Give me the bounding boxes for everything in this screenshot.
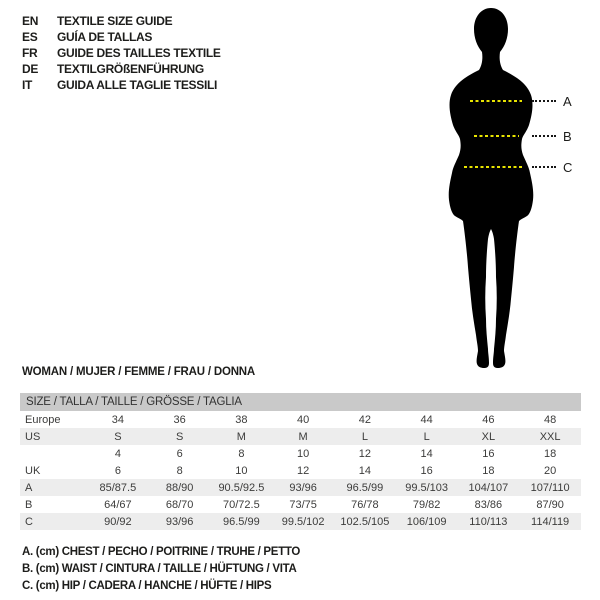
row-label [20, 445, 87, 462]
note-chest: A. (cm) CHEST / PECHO / POITRINE / TRUHE / PETTO [22, 546, 301, 558]
cell: 16 [420, 464, 433, 477]
cell: 34 [111, 413, 124, 426]
hip-leader-line [532, 166, 556, 168]
measurement-figure [417, 5, 600, 371]
table-header: SIZE / TALLA / TAILLE / GRÖSSE / TAGLIA [20, 393, 581, 411]
cell: 114/119 [519, 513, 581, 530]
lang-code: EN [22, 14, 39, 28]
cell: 64/67 [104, 498, 132, 511]
hip-measure-line [464, 166, 523, 168]
cell: S [149, 428, 211, 445]
cell: 68/70 [165, 498, 194, 511]
row-label: B [25, 498, 33, 511]
table-row-uk [20, 462, 581, 479]
cell: 88/90 [149, 479, 211, 496]
cell: 96.5/99 [211, 513, 273, 530]
chest-leader-line [532, 100, 556, 102]
size-table-wrap [20, 393, 581, 530]
cell: 99.5/103 [396, 479, 458, 496]
cell: XXL [519, 428, 581, 445]
cell: 16 [482, 447, 495, 460]
measurement-notes [22, 544, 300, 595]
cell: 106/109 [396, 513, 458, 530]
size-table [20, 393, 581, 530]
table-row-hip [20, 513, 581, 530]
row-label: A [20, 479, 87, 496]
waist-leader-line [532, 135, 556, 137]
cell: 40 [297, 413, 310, 426]
table-row-us-numeric [20, 445, 581, 462]
cell: 18 [482, 464, 495, 477]
cell: 48 [544, 413, 557, 426]
cell: 36 [173, 413, 186, 426]
lang-code: IT [22, 78, 33, 92]
cell: 12 [297, 464, 310, 477]
woman-silhouette-icon [417, 5, 567, 371]
title-text: TEXTILE SIZE GUIDE [57, 14, 173, 28]
cell: 46 [482, 413, 495, 426]
cell: L [334, 428, 396, 445]
row-label: C [20, 513, 87, 530]
cell: M [272, 428, 334, 445]
cell: 8 [176, 464, 183, 477]
title-line-es [22, 29, 221, 45]
cell: 102.5/105 [334, 513, 396, 530]
cell: 4 [114, 447, 121, 460]
cell: 90.5/92.5 [211, 479, 273, 496]
cell: 44 [420, 413, 433, 426]
row-label: UK [25, 464, 41, 477]
cell: 107/110 [519, 479, 581, 496]
title-text: GUIDE DES TAILLES TEXTILE [57, 46, 221, 60]
cell: 12 [358, 447, 371, 460]
cell: XL [458, 428, 520, 445]
cell: 20 [544, 464, 557, 477]
category-title: WOMAN / MUJER / FEMME / FRAU / DONNA [22, 366, 256, 378]
cell: 93/96 [149, 513, 211, 530]
cell: 96.5/99 [334, 479, 396, 496]
cell: M [211, 428, 273, 445]
cell: L [396, 428, 458, 445]
cell: 93/96 [272, 479, 334, 496]
cell: 87/90 [536, 498, 564, 511]
lang-code: FR [22, 46, 38, 60]
cell: 83/86 [474, 498, 503, 511]
title-text: TEXTILGRÖßENFÜHRUNG [57, 62, 204, 76]
measure-label-b: B [563, 129, 572, 144]
table-row-europe [20, 411, 581, 428]
cell: 14 [420, 447, 433, 460]
row-label: US [20, 428, 87, 445]
cell: 10 [297, 447, 310, 460]
waist-measure-line [474, 135, 519, 137]
table-row-chest [20, 479, 581, 496]
title-text: GUIDA ALLE TAGLIE TESSILI [57, 78, 218, 92]
cell: 76/78 [351, 498, 379, 511]
table-header-row [20, 393, 581, 411]
cell: 104/107 [458, 479, 520, 496]
cell: 73/75 [289, 498, 317, 511]
cell: 110/113 [458, 513, 520, 530]
cell: 6 [176, 447, 183, 460]
cell: 70/72.5 [223, 498, 260, 511]
cell: 90/92 [87, 513, 149, 530]
cell: 38 [235, 413, 248, 426]
lang-code: DE [22, 62, 39, 76]
title-block [22, 13, 221, 93]
measure-label-a: A [563, 94, 572, 109]
title-line-en [22, 13, 221, 29]
cell: 18 [544, 447, 557, 460]
row-label: Europe [25, 413, 61, 426]
cell: 10 [235, 464, 248, 477]
note-waist: B. (cm) WAIST / CINTURA / TAILLE / HÜFTUNG / VITA [22, 563, 297, 575]
table-row-waist [20, 496, 581, 513]
lang-code: ES [22, 30, 38, 44]
title-line-de [22, 61, 221, 77]
cell: 42 [358, 413, 371, 426]
cell: 79/82 [412, 498, 441, 511]
cell: 6 [114, 464, 121, 477]
measure-label-c: C [563, 160, 573, 175]
cell: S [87, 428, 149, 445]
title-line-it [22, 77, 221, 93]
cell: 8 [238, 447, 245, 460]
note-hip: C. (cm) HIP / CADERA / HANCHE / HÜFTE / HIPS [22, 580, 272, 592]
cell: 14 [358, 464, 371, 477]
cell: 85/87.5 [87, 479, 149, 496]
cell: 99.5/102 [272, 513, 334, 530]
chest-measure-line [470, 100, 522, 102]
title-line-fr [22, 45, 221, 61]
title-text: GUÍA DE TALLAS [57, 30, 153, 44]
table-row-us [20, 428, 581, 445]
